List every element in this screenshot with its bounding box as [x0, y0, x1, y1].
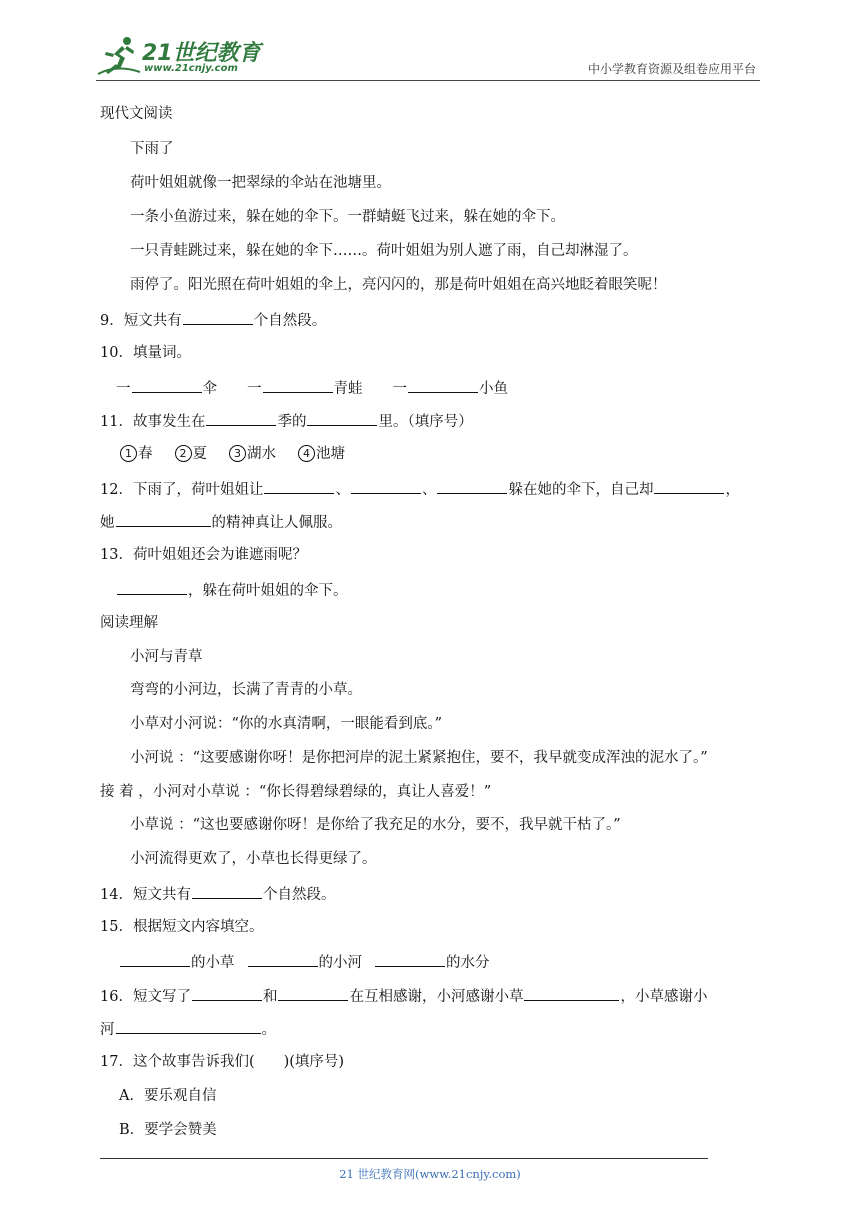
question-text: 的小河 — [318, 955, 362, 971]
item-noun: 小鱼 — [479, 381, 508, 397]
question-13-answer — [116, 579, 348, 601]
option — [298, 444, 345, 464]
answer-blank[interactable] — [248, 951, 318, 967]
option-b: B．要学会赞美 — [119, 1122, 217, 1138]
answer-blank[interactable] — [116, 511, 211, 527]
footer-text: 21 世纪教育网(www.21cnjy.com) — [339, 1167, 521, 1181]
option — [120, 444, 153, 464]
platform-name: 中小学教育资源及组卷应用平台 — [587, 62, 756, 76]
question-text: 个自然段。 — [253, 313, 327, 329]
answer-blank[interactable] — [263, 377, 333, 393]
question-text: ，躲在荷叶姐姐的伞下。 — [188, 583, 348, 599]
option-text: 湖水 — [247, 446, 276, 462]
answer-blank[interactable] — [375, 951, 445, 967]
passage-paragraph: 弯弯的小河边，长满了青青的小草。 — [130, 682, 362, 698]
option-a: A．要乐观自信 — [119, 1088, 217, 1104]
passage-paragraph: 一条小鱼游过来，躲在她的伞下。一群蜻蜓飞过来，躲在她的伞下。 — [130, 209, 565, 225]
passage-title: 小河与青草 — [130, 649, 203, 665]
answer-blank[interactable] — [192, 985, 262, 1001]
item-noun: 伞 — [202, 381, 217, 397]
answer-blank[interactable] — [183, 309, 253, 325]
question-text: 的精神真让人佩服。 — [211, 515, 342, 531]
passage-paragraph: 小草对小河说：“你的水真清啊，一眼能看到底。” — [130, 716, 443, 732]
answer-blank[interactable] — [654, 478, 724, 494]
quantity-prefix: 一 — [392, 381, 407, 397]
option-number: 4 — [298, 445, 315, 462]
logo-text: 21世纪教育 — [142, 41, 261, 66]
answer-blank[interactable] — [408, 377, 478, 393]
question-text: 。 — [261, 1022, 276, 1038]
section-heading: 阅读理解 — [100, 615, 158, 631]
question-15-items — [119, 951, 490, 973]
question-text: ， — [725, 482, 740, 498]
question-10: 10．填量词。 — [100, 345, 191, 361]
item-noun: 青蛙 — [333, 381, 363, 397]
passage-paragraph: 小河流得更欢了，小草也长得更绿了。 — [130, 851, 377, 867]
separator: 、 — [421, 482, 437, 498]
passage-paragraph: 雨停了。阳光照在荷叶姐姐的伞上，亮闪闪的，那是荷叶姐姐在高兴地眨着眼笑呢！ — [130, 277, 667, 293]
answer-blank[interactable] — [117, 579, 187, 595]
logo — [96, 34, 266, 78]
question-text: 11．故事发生在 — [100, 414, 206, 430]
question-text: 里。（填序号） — [378, 414, 473, 430]
question-text: 躲在她的伞下，自己却 — [508, 482, 654, 498]
question-14 — [100, 883, 335, 905]
passage-paragraph-continued: 接 着 ，小河对小草说 ：“你长得碧绿碧绿的，真让人喜爱！” — [100, 784, 492, 800]
question-text: 14．短文共有 — [100, 887, 191, 903]
option-number: 1 — [120, 445, 137, 462]
question-text: 河 — [100, 1022, 115, 1038]
passage-paragraph: 小草说 ：“这也要感谢你呀！是你给了我充足的水分，要不，我早就干枯了。” — [130, 817, 621, 833]
question-13: 13．荷叶姐姐还会为谁遮雨呢？ — [100, 547, 307, 563]
answer-blank[interactable] — [192, 883, 262, 899]
answer-blank[interactable] — [132, 377, 202, 393]
quantity-prefix: 一 — [116, 381, 131, 397]
option-text: 池塘 — [316, 446, 345, 462]
question-text: 的小草 — [191, 955, 235, 971]
option-text: 春 — [138, 446, 153, 462]
question-16-continued — [100, 1018, 276, 1040]
question-text: 个自然段。 — [262, 887, 336, 903]
passage-paragraph: 小河说 ：“这要感谢你呀！是你把河岸的泥土紧紧抱住，要不，我早就变成浑浊的泥水了。” — [130, 750, 708, 766]
question-text: ，小草感谢小 — [620, 989, 708, 1005]
footer-divider — [100, 1158, 708, 1159]
answer-blank[interactable] — [307, 410, 377, 426]
question-text: 在互相感谢，小河感谢小草 — [349, 989, 524, 1005]
question-11 — [100, 410, 473, 432]
answer-blank[interactable] — [524, 985, 619, 1001]
passage-paragraph: 荷叶姐姐就像一把翠绿的伞站在池塘里。 — [130, 175, 391, 191]
page-header — [96, 32, 760, 81]
passage-paragraph: 一只青蛙跳过来，躲在她的伞下……。荷叶姐姐为别人遮了雨，自己却淋湿了。 — [130, 243, 638, 259]
answer-blank[interactable] — [264, 478, 334, 494]
question-text: 16．短文写了 — [100, 989, 191, 1005]
answer-blank[interactable] — [351, 478, 421, 494]
question-16 — [100, 985, 707, 1007]
question-17: 17．这个故事告诉我们( )(填序号) — [100, 1054, 345, 1070]
question-10-items — [116, 377, 508, 399]
question-text: 她 — [100, 515, 115, 531]
question-text: 和 — [262, 989, 278, 1005]
question-12 — [100, 478, 740, 500]
option — [229, 444, 276, 464]
answer-blank[interactable] — [120, 951, 190, 967]
option-text: 夏 — [192, 446, 207, 462]
question-text: 9．短文共有 — [100, 313, 182, 329]
answer-blank[interactable] — [206, 410, 276, 426]
question-12-continued — [100, 511, 342, 533]
question-text: 12．下雨了，荷叶姐姐让 — [100, 482, 264, 498]
option — [175, 444, 208, 464]
question-15: 15．根据短文内容填空。 — [100, 919, 264, 935]
logo-url: www.21cnjy.com — [144, 63, 238, 74]
quantity-prefix: 一 — [247, 381, 262, 397]
question-text: 的水分 — [446, 955, 490, 971]
option-number: 2 — [175, 445, 192, 462]
runner-logo-icon — [96, 34, 142, 78]
section-heading: 现代文阅读 — [100, 106, 173, 122]
question-9 — [100, 309, 326, 331]
answer-blank[interactable] — [278, 985, 348, 1001]
question-11-options — [120, 444, 367, 464]
question-text: 季的 — [277, 414, 307, 430]
answer-blank[interactable] — [116, 1018, 261, 1034]
passage-title: 下雨了 — [130, 141, 174, 157]
answer-blank[interactable] — [437, 478, 507, 494]
option-number: 3 — [229, 445, 246, 462]
separator: 、 — [335, 482, 350, 498]
